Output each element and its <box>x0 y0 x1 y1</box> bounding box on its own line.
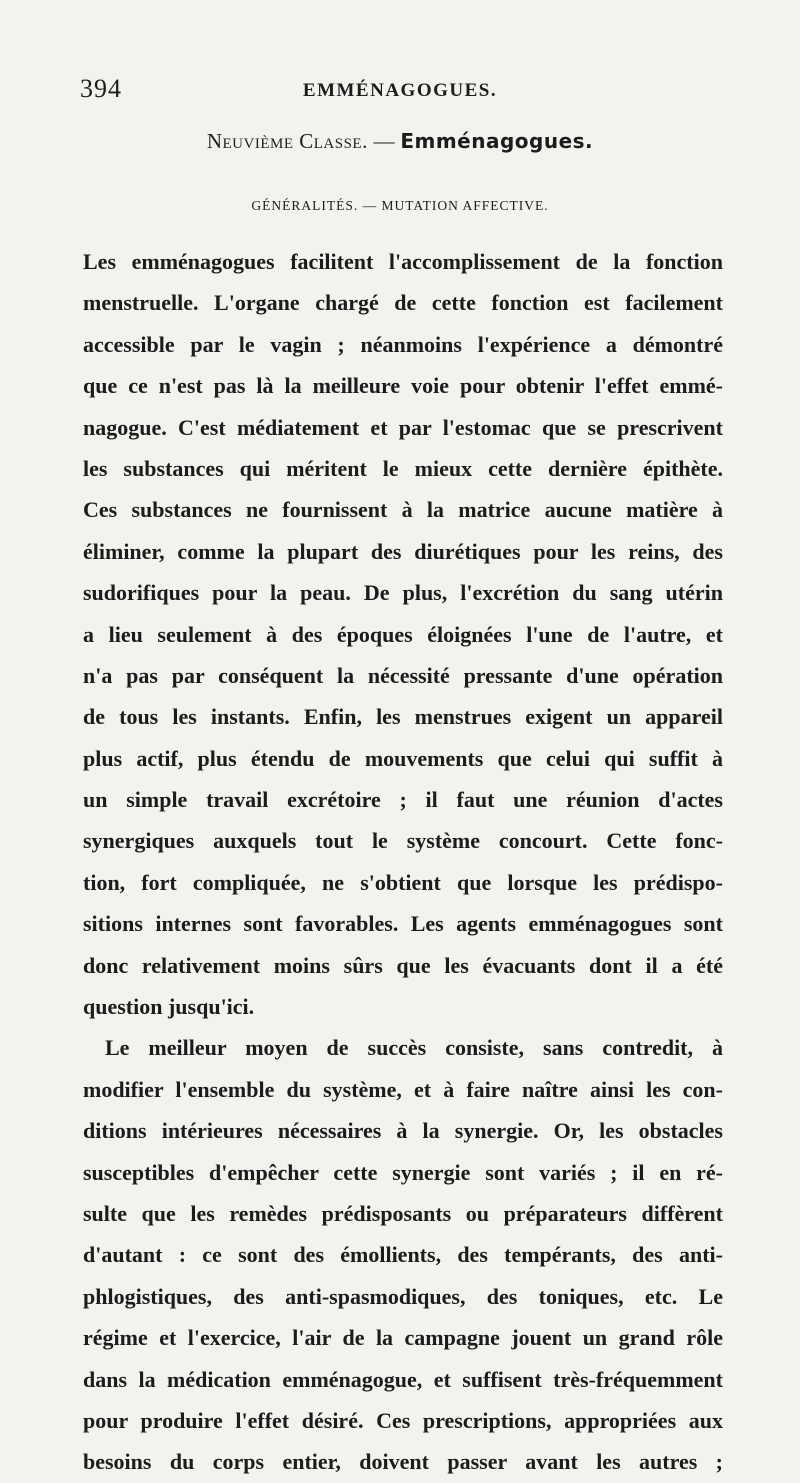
text-line: donc relativement moins sûrs que les évacuants dont il a été <box>83 952 723 978</box>
text-line: les substances qui méritent le mieux cette dernière épithète. <box>83 455 723 481</box>
text-line: dans la médication emménagogue, et suffisent très-fréquemment <box>83 1366 723 1392</box>
text-line: synergiques auxquels tout le système concourt. Cette fonc- <box>83 828 723 854</box>
text-line: menstruelle. L'organe chargé de cette fonction est facilement <box>83 290 723 316</box>
text-line: nagogue. C'est médiatement et par l'estomac que se prescrivent <box>83 414 723 440</box>
page-number: 394 <box>80 74 122 103</box>
text-line: d'autant : ce sont des émollients, des tempérants, des anti- <box>83 1242 723 1268</box>
subheading: GÉNÉRALITÉS. — MUTATION AFFECTIVE. <box>251 198 549 213</box>
text-line: un simple travail excrétoire ; il faut une réunion d'actes <box>83 787 723 813</box>
text-line: phlogistiques, des anti-spasmodiques, des toniques, etc. Le <box>83 1283 723 1309</box>
text-line: accessible par le vagin ; néanmoins l'expérience a démontré <box>83 331 723 357</box>
text-line: ditions intérieures nécessaires à la synergie. Or, les obstacles <box>83 1118 723 1144</box>
text-line: susceptibles d'empêcher cette synergie sont variés ; il en ré- <box>83 1159 723 1185</box>
text-line: a lieu seulement à des époques éloignées l'une de l'autre, et <box>83 621 723 647</box>
text-line: sitions internes sont favorables. Les agents emménagogues sont <box>83 911 723 937</box>
text-line: modifier l'ensemble du système, et à faire naître ainsi les con- <box>83 1076 723 1102</box>
section-prefix: Neuvième Classe. — <box>206 129 396 153</box>
text-line: Le meilleur moyen de succès consiste, sans contredit, à <box>105 1035 723 1061</box>
running-title: EMMÉNAGOGUES. <box>302 80 498 101</box>
text-line: besoins du corps entier, doivent passer avant les autres ; <box>83 1449 723 1475</box>
text-line: sudorifiques pour la peau. De plus, l'excrétion du sang utérin <box>83 580 723 606</box>
body-text <box>83 241 723 1483</box>
text-line: pour produire l'effet désiré. Ces prescriptions, appropriées aux <box>83 1407 723 1433</box>
text-line: que ce n'est pas là la meilleure voie pour obtenir l'effet emmé- <box>83 373 723 399</box>
text-line: question jusqu'ici. <box>83 994 255 1020</box>
text-line: Ces substances ne fournissent à la matrice aucune matière à <box>83 497 723 523</box>
section-heading <box>0 129 800 154</box>
text-line: plus actif, plus étendu de mouvements que celui qui suffit à <box>83 745 723 771</box>
text-line: de tous les instants. Enfin, les menstrues exigent un appareil <box>83 704 723 730</box>
text-line: régime et l'exercice, l'air de la campagne jouent un grand rôle <box>83 1325 723 1351</box>
text-line: sulte que les remèdes prédisposants ou préparateurs diffèrent <box>83 1200 723 1226</box>
text-line: éliminer, comme la plupart des diurétiques pour les reins, des <box>83 538 723 564</box>
text-line: tion, fort compliquée, ne s'obtient que lorsque les prédispo- <box>83 869 723 895</box>
section-title: Emménagogues. <box>400 129 594 153</box>
text-line: n'a pas par conséquent la nécessité pressante d'une opération <box>83 662 723 688</box>
text-line: Les emménagogues facilitent l'accomplissement de la fonction <box>83 249 723 274</box>
